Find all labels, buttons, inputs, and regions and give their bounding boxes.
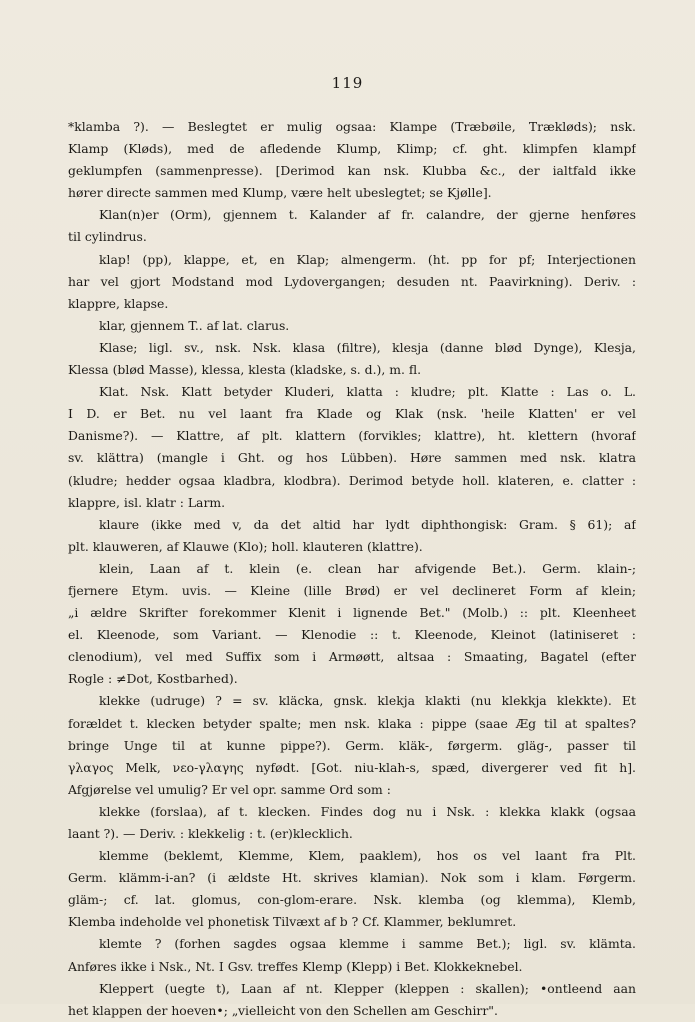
- text-line: gläm-; cf. lat. glomus, con-glom-erare. Nsk. klemba (og klemma), Klemb,: [68, 892, 636, 908]
- text-line: Kleppert (uegte t), Laan af nt. Klepper (kleppen : skallen); •ontleend aan: [99, 980, 636, 996]
- text-line: klappre, isl. klatr : Larm.: [68, 494, 226, 510]
- text-line: Klemba indeholde vel phonetisk Tilvæxt af b ? Cf. Klammer, beklumret.: [68, 914, 517, 930]
- text-line: sv. klättra) (mangle i Ght. og hos Lübben). Høre sammen med nsk. klatra: [68, 450, 636, 466]
- page-number: 119: [331, 74, 364, 92]
- text-line: klappre, klapse.: [68, 295, 169, 311]
- text-line: hører directe sammen med Klump, være helt ubeslegtet; se Kjølle].: [68, 185, 492, 201]
- text-line: Klat. Nsk. Klatt betyder Kluderi, klatta : kludre; plt. Klatte : Las o. L.: [99, 384, 636, 400]
- text-line: klemte ? (forhen sagdes ogsaa klemme i samme Bet.); ligl. sv. klämta.: [99, 936, 636, 952]
- text-line: Klamp (Kløds), med de afledende Klump, Klimp; cf. ght. klimpfen klampf: [68, 141, 636, 157]
- text-line: het klappen der hoeven•; „vielleicht von den Schellen am Geschirr".: [68, 1002, 498, 1018]
- text-block: [68, 116, 636, 1022]
- text-line: til cylindrus.: [68, 229, 147, 245]
- text-line: geklumpfen (sammenpresse). [Derimod kan nsk. Klubba &c., der ialtfald ikke: [68, 163, 636, 179]
- text-line: Rogle : ≠Dot, Kostbarhed).: [68, 671, 238, 687]
- text-line: klekke (forslaa), af t. klecken. Findes dog nu i Nsk. : klekka klakk (ogsaa: [99, 803, 636, 819]
- text-line: forældet t. klecken betyder spalte; men nsk. klaka : pippe (saae Æg til at spaltes?: [68, 715, 636, 731]
- text-line: fjernere Etym. uvis. — Kleine (lille Brød) er vel declineret Form af klein;: [68, 582, 636, 598]
- text-line: klap! (pp), klappe, et, en Klap; almengerm. (ht. pp for pf; Interjectionen: [99, 251, 636, 267]
- text-line: el. Kleenode, som Variant. — Klenodie :: t. Kleenode, Kleinot (latiniseret :: [68, 627, 636, 643]
- text-line: *klamba ?). — Beslegtet er mulig ogsaa: Klampe (Træbøile, Trækløds); nsk.: [68, 119, 636, 134]
- text-line: I D. er Bet. nu vel laant fra Klade og Klak (nsk. 'heile Klatten' er vel: [68, 406, 636, 422]
- text-line: Klan(n)er (Orm), gjennem t. Kalander af fr. calandre, der gjerne henføres: [99, 207, 636, 223]
- text-line: laant ?). — Deriv. : klekkelig : t. (er)klecklich.: [68, 826, 353, 841]
- text-line: bringe Unge til at kunne pippe?). Germ. kläk-, førgerm. gläg-, passer til: [68, 737, 636, 753]
- text-line: klar, gjennem T.. af lat. clarus.: [99, 317, 290, 333]
- text-line: klaure (ikke med v, da det altid har lydt diphthongisk: Gram. § 61); af: [99, 516, 636, 532]
- text-line: γλαγος Melk, νεο-γλαγης nyfødt. [Got. niu-klah-s, spæd, divergerer ved fit h].: [68, 759, 636, 775]
- text-line: har vel gjort Modstand mod Lydovergangen; desuden nt. Paavirkning). Deriv. :: [68, 273, 636, 289]
- text-line: Anføres ikke i Nsk., Nt. I Gsv. treffes Klemp (Klepp) i Bet. Klokkeknebel.: [68, 958, 523, 974]
- text-line: Germ. klämm-i-an? (i ældste Ht. skrives klamian). Nok som i klam. Førgerm.: [68, 870, 636, 886]
- text-line: klekke (udruge) ? = sv. kläcka, gnsk. klekja klakti (nu klekkja klekkte). Et: [99, 693, 636, 709]
- text-line: Klase; ligl. sv., nsk. Nsk. klasa (filtre), klesja (danne blød Dynge), Klesja,: [99, 339, 636, 355]
- text-line: (kludre; hedder ogsaa kladbra, klodbra). Derimod betyde holl. klateren, e. clatter :: [68, 472, 636, 488]
- text-line: klein, Laan af t. klein (e. clean har afvigende Bet.). Germ. klain-;: [99, 560, 636, 576]
- text-line: Afgjørelse vel umulig? Er vel opr. samme Ord som :: [68, 781, 391, 797]
- text-line: „i ældre Skrifter forekommer Klenit i lignende Bet." (Molb.) :: plt. Kleenheet: [68, 605, 636, 621]
- text-line: Klessa (blød Masse), klessa, klesta (kladske, s. d.), m. fl.: [68, 362, 422, 378]
- text-line: clenodium), vel med Suffix som i Armøøtt, altsaa : Smaating, Bagatel (efter: [68, 649, 636, 665]
- text-line: klemme (beklemt, Klemme, Klem, paaklem), hos os vel laant fra Plt.: [99, 848, 636, 864]
- text-line: plt. klauweren, af Klauwe (Klo); holl. klauteren (klattre).: [68, 538, 423, 554]
- text-line: Danisme?). — Klattre, af plt. klattern (forvikles; klattre), ht. klettern (hvoraf: [68, 428, 636, 444]
